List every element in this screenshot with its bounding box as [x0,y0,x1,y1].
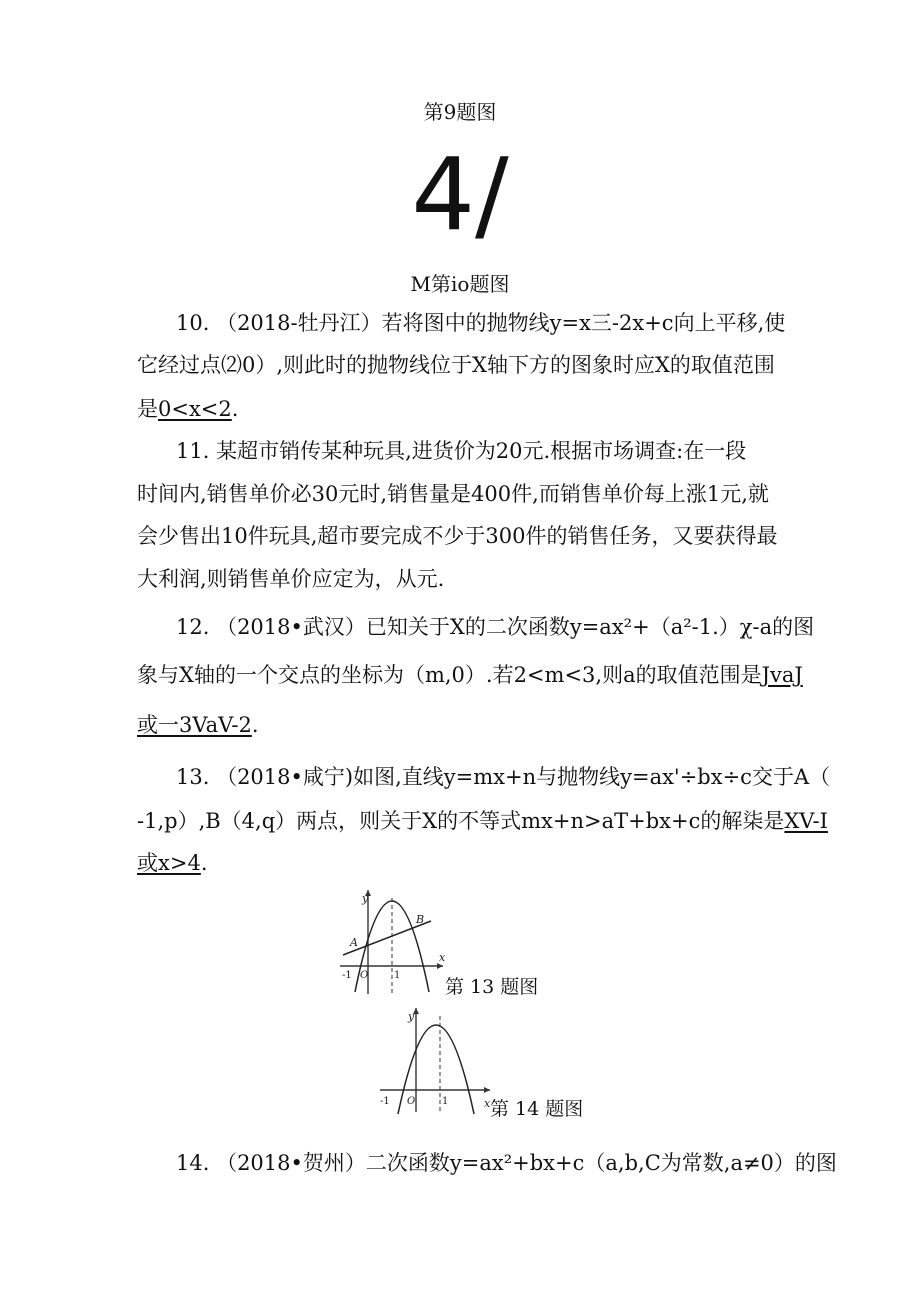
q10-line-1: 10. （2018-牡丹江）若将图中的抛物线y=x三-2x+c向上平移,使 [176,311,786,335]
q11-line-2: 时间内,销售单价必30元时,销售量是400件,而销售单价每上涨1元,就 [137,482,769,506]
label-x: x [439,951,446,964]
q13-answer-part-2: 或x>4 [137,851,201,875]
q13-answer-part-1: XV-I [784,809,828,833]
q12-suffix: . [251,713,259,737]
figure-14-graph [378,1004,498,1116]
q12-line-2 [137,662,803,688]
figure-10-caption: M第io题图 [410,272,510,296]
label-a: A [350,936,358,949]
x-axis-arrow-icon [484,1087,490,1093]
q11-line-1: 11. 某超市销传某种玩具,进货价为20元.根据市场调查:在一段 [176,439,747,463]
label-minus-one: -1 [342,970,352,981]
q13-prefix: -1,p）,B（4,q）两点，则关于X的不等式mx+n>aT+bx+c的解柒是 [137,809,785,833]
label-origin: O [360,970,369,981]
q11-line-3: 会少售出10件玩具,超市要完成不少于300件的销售任务，又要获得最 [137,524,778,548]
q12-prefix: 象与X轴的一个交点的坐标为（m,0）.若2<m<3,则a的取值范围是 [137,663,762,687]
q12-answer-part-2: 或一3VaV-2 [137,713,252,737]
q14-line-1: 14. （2018•贺州）二次函数y=ax²+bx+c（a,b,C为常数,a≠0）的图 [176,1151,837,1175]
q13-line-1: 13. （2018•咸宁)如图,直线y=mx+n与抛物线y=ax'÷bx÷c交于A（ [176,765,831,789]
label-origin: O [407,1096,416,1107]
q10-suffix: . [231,397,239,421]
large-glyph: 4/ [411,136,509,253]
q10-line-2: 它经过点⑵0）,则此时的抛物线位于X轴下方的图象时应X的取值范围 [137,353,775,377]
q10-prefix: 是 [137,397,158,421]
label-x: x [484,1097,491,1110]
label-minus-one: -1 [380,1096,390,1107]
q12-line-1: 12. （2018•武汉）已知关于X的二次函数y=ax²+（a²-1.）χ-a的图 [176,615,815,639]
q11-line-4: 大利润,则销售单价应定为，从元. [137,567,445,591]
label-y: y [362,892,369,905]
figure-14 [378,1004,584,1120]
label-one: 1 [394,970,401,981]
q10-line-3 [137,396,238,422]
figure-13 [335,888,555,1000]
q10-answer: 0<x<2 [158,397,232,421]
figure-14-caption: 第 14 题图 [490,1098,584,1120]
q13-suffix: . [200,851,208,875]
q12-line-3 [137,712,259,738]
q12-answer-part-1: JvaJ [761,663,803,687]
figure-9-caption: 第9题图 [423,100,497,124]
q13-line-3 [137,850,208,876]
label-y: y [408,1010,415,1023]
figure-13-caption: 第 13 题图 [445,976,539,998]
label-one: 1 [442,1096,449,1107]
label-b: B [416,913,425,926]
q13-line-2 [137,808,828,834]
